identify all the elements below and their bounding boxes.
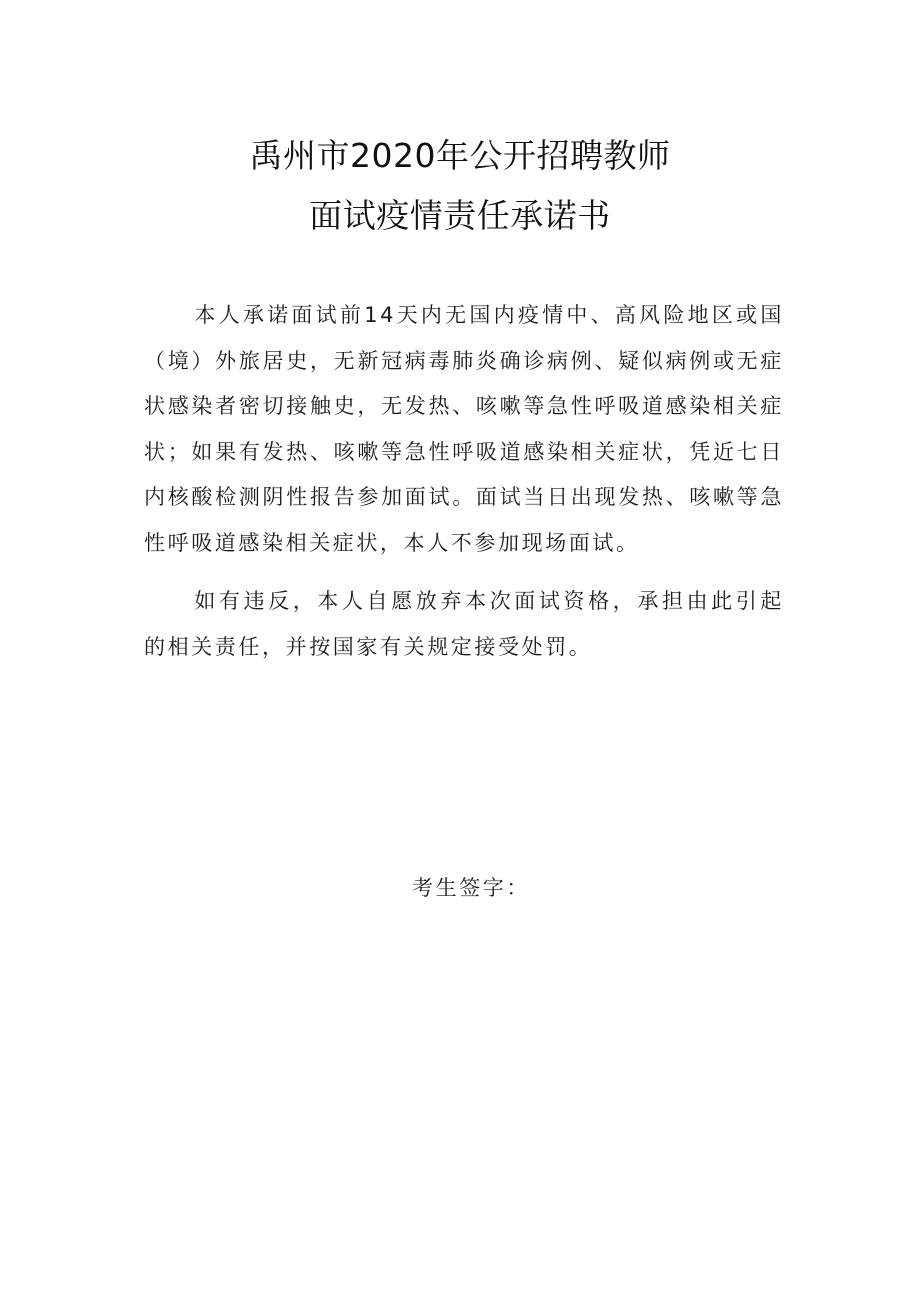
violation-paragraph-text: 如有违反，本人自愿放弃本次面试资格，承担由此引起的相关责任，并按国家有关规定接受处罚。 <box>144 589 784 659</box>
signature-label: 考生签字： <box>412 876 530 900</box>
commitment-paragraph-text: 本人承诺面试前14天内无国内疫情中、高风险地区或国（境）外旅居史，无新冠病毒肺炎确诊病例、疑似病例或无症状感染者密切接触史，无发热、咳嗽等急性呼吸道感染相关症状；如果有发热、咳嗽等急性呼吸道感染相关症状，凭近七日内核酸检测阴性报告参加面试。面试当日出现发热、咳嗽等急性呼吸道感染相关症状，本人不参加现场面试。 <box>144 303 784 555</box>
commitment-paragraph <box>144 293 784 567</box>
violation-paragraph <box>144 579 784 670</box>
document-title-line-1: 禹州市2020年公开招聘教师 <box>249 136 671 175</box>
document-title-line-2: 面试疫情责任承诺书 <box>309 196 611 235</box>
